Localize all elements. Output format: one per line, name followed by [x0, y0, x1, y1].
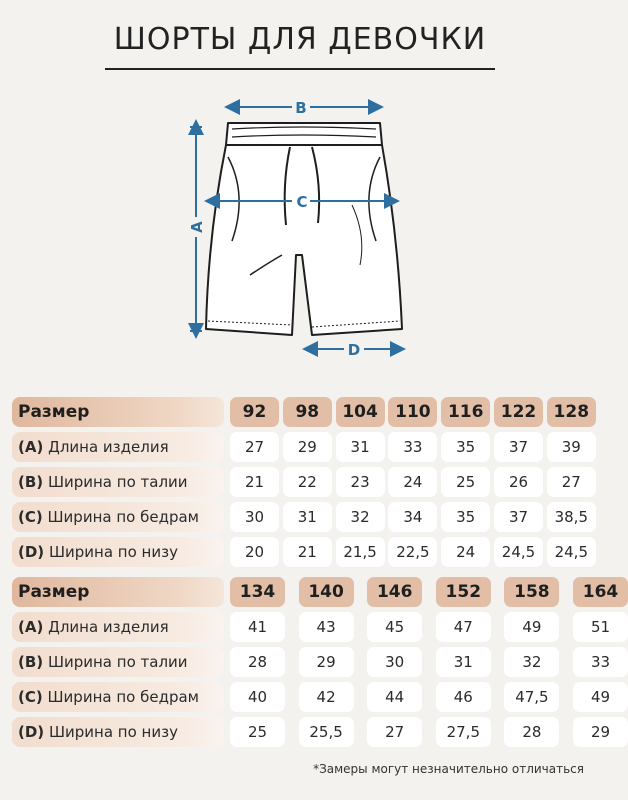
value-cell: 46: [436, 682, 491, 712]
table-header-row: [12, 397, 588, 427]
value-cell: 28: [230, 647, 285, 677]
value-cell: 29: [299, 647, 354, 677]
footnote: *Замеры могут незначительно отличаться: [313, 762, 584, 776]
title-underline: [105, 68, 495, 70]
value-cell: 20: [230, 537, 279, 567]
measurement-label: [12, 612, 224, 642]
value-cell: 27,5: [436, 717, 491, 747]
dimension-b-label: B: [295, 99, 307, 117]
value-cell: 43: [299, 612, 354, 642]
size-header-cell: 158: [504, 577, 559, 607]
value-cell: 33: [388, 432, 437, 462]
size-header-cell: 140: [299, 577, 354, 607]
measurement-label: [12, 432, 224, 462]
value-cell: 37: [494, 502, 543, 532]
table-row: [12, 467, 588, 497]
measurement-name: Ширина по бедрам: [47, 508, 199, 526]
measurement-code: (A): [18, 438, 44, 456]
measurement-label: [12, 467, 224, 497]
measurement-name: Длина изделия: [48, 438, 169, 456]
value-cell: 25: [441, 467, 490, 497]
value-cell: 29: [573, 717, 628, 747]
value-cell: 47: [436, 612, 491, 642]
value-cell: 27: [367, 717, 422, 747]
value-cell: 49: [504, 612, 559, 642]
table-row: [12, 647, 611, 677]
table-row: [12, 432, 588, 462]
size-header-cell: 116: [441, 397, 490, 427]
measurement-name: Ширина по талии: [47, 653, 188, 671]
measurement-name: Длина изделия: [48, 618, 169, 636]
dimension-c-label: C: [296, 193, 308, 211]
measurement-code: (C): [18, 688, 43, 706]
value-cell: 24,5: [494, 537, 543, 567]
measurement-code: (D): [18, 543, 45, 561]
size-header-cell: 146: [367, 577, 422, 607]
value-cell: 27: [547, 467, 596, 497]
size-header-cell: 134: [230, 577, 285, 607]
value-cell: 31: [436, 647, 491, 677]
value-cell: 32: [504, 647, 559, 677]
value-cell: 24,5: [547, 537, 596, 567]
value-cell: 27: [230, 432, 279, 462]
value-cell: 28: [504, 717, 559, 747]
size-header-cell: 98: [283, 397, 332, 427]
measurement-label: [12, 537, 224, 567]
value-cell: 34: [388, 502, 437, 532]
value-cell: 31: [336, 432, 385, 462]
measurement-code: (B): [18, 653, 44, 671]
value-cell: 47,5: [504, 682, 559, 712]
size-header-cell: 104: [336, 397, 385, 427]
size-header-cell: 122: [494, 397, 543, 427]
value-cell: 38,5: [547, 502, 596, 532]
measurement-label: [12, 647, 224, 677]
measurement-label: [12, 682, 224, 712]
value-cell: 29: [283, 432, 332, 462]
measurement-name: Ширина по низу: [48, 723, 178, 741]
table-header-row: [12, 577, 619, 607]
value-cell: 39: [547, 432, 596, 462]
size-header-cell: 92: [230, 397, 279, 427]
table-row: [12, 682, 611, 712]
value-cell: 45: [367, 612, 422, 642]
size-header-cell: 110: [388, 397, 437, 427]
measurement-code: (A): [18, 618, 44, 636]
value-cell: 21,5: [336, 537, 385, 567]
value-cell: 32: [336, 502, 385, 532]
value-cell: 51: [573, 612, 628, 642]
value-cell: 25: [230, 717, 285, 747]
value-cell: 37: [494, 432, 543, 462]
table-row: [12, 612, 611, 642]
value-cell: 26: [494, 467, 543, 497]
value-cell: 24: [441, 537, 490, 567]
table-row: [12, 502, 588, 532]
value-cell: 35: [441, 502, 490, 532]
size-header-cell: 152: [436, 577, 491, 607]
shorts-outline: [206, 123, 402, 335]
value-cell: 22,5: [388, 537, 437, 567]
size-header-cell: 128: [547, 397, 596, 427]
value-cell: 22: [283, 467, 332, 497]
value-cell: 35: [441, 432, 490, 462]
value-cell: 33: [573, 647, 628, 677]
measurement-code: (D): [18, 723, 45, 741]
measurement-code: (B): [18, 473, 44, 491]
measurement-label: [12, 717, 224, 747]
value-cell: 24: [388, 467, 437, 497]
value-cell: 40: [230, 682, 285, 712]
dimension-a-label: A: [188, 221, 206, 233]
size-header-label: Размер: [12, 397, 224, 427]
measurement-name: Ширина по низу: [48, 543, 178, 561]
measurement-name: Ширина по талии: [47, 473, 188, 491]
measurement-name: Ширина по бедрам: [47, 688, 199, 706]
measurement-label: [12, 502, 224, 532]
measurement-code: (C): [18, 508, 43, 526]
size-header-label: Размер: [12, 577, 224, 607]
size-header-cell: 164: [573, 577, 628, 607]
value-cell: 30: [230, 502, 279, 532]
value-cell: 41: [230, 612, 285, 642]
table-row: [12, 537, 588, 567]
value-cell: 49: [573, 682, 628, 712]
value-cell: 25,5: [299, 717, 354, 747]
value-cell: 21: [283, 537, 332, 567]
dimension-d-label: D: [347, 341, 361, 359]
value-cell: 44: [367, 682, 422, 712]
page-title: ШОРТЫ ДЛЯ ДЕВОЧКИ: [113, 22, 487, 57]
value-cell: 31: [283, 502, 332, 532]
table-row: [12, 717, 611, 747]
value-cell: 30: [367, 647, 422, 677]
shorts-diagram: [0, 85, 600, 375]
value-cell: 42: [299, 682, 354, 712]
value-cell: 23: [336, 467, 385, 497]
value-cell: 21: [230, 467, 279, 497]
